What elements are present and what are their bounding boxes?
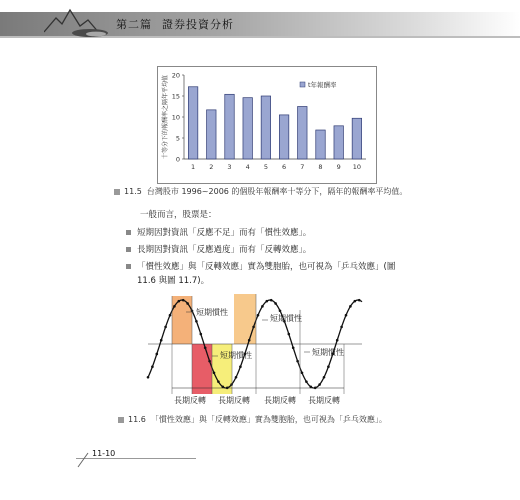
wave-dot [156,353,159,356]
wave-dot [195,320,198,323]
bar [261,96,270,159]
mountain-logo-icon [44,6,114,40]
wave-dot [274,302,277,305]
wave-dot [257,314,260,317]
wave-dot [301,372,304,375]
legend-label: t年報酬率 [308,81,337,89]
header-chapter-title: 證券投資分析 [162,18,234,31]
short-term-label: 短期慣性 [220,351,252,360]
bar [316,130,325,159]
bullet-square-icon [126,230,131,235]
bar [279,115,288,159]
bullet-item [126,260,395,272]
x-tick-label: 4 [245,163,250,171]
wave-dot [173,305,176,308]
wave-dot [239,365,242,368]
long-term-label: 長期反轉 [218,396,250,405]
wave-dot [147,376,150,379]
y-tick-label: 0 [175,155,180,164]
y-tick-label: 10 [171,113,180,122]
wave-dot [164,326,167,329]
x-tick-label: 2 [209,163,214,171]
wave-dot [204,346,207,349]
wave-dot [235,376,238,379]
wave-dot [349,305,352,308]
wave-diagram [140,290,370,410]
wave-dot [261,305,264,308]
bar [188,87,197,159]
legend-swatch [300,82,305,87]
caption-number: 11.6 [128,415,146,424]
bar [352,118,361,159]
x-tick-label: 8 [318,163,323,171]
bullet-continuation: 11.6 與圖 11.7)。 [137,276,210,286]
wave-dot [186,302,189,305]
wave-dot [200,333,203,336]
wave-dot [336,339,339,342]
wave-dot [270,299,273,302]
light-orange-region [234,294,256,344]
bullet-item [126,226,311,238]
caption-square-icon [118,417,124,423]
wave-dot [178,300,181,303]
page-number: 11-10 [92,449,116,458]
y-tick-label: 5 [175,134,180,143]
y-axis-label: 十等分下的報酬率之隔年平均值 [162,74,169,160]
bullet-text: 短期因對資訊「反應不足」而有「慣性效應」。 [137,228,312,238]
orange-region [172,296,192,344]
bar [225,94,234,159]
wave-dot [318,383,321,386]
short-term-label: 短期慣性 [196,308,228,317]
caption-text: 「慣性效應」與「反轉效應」實為雙胞胎，也可視為「乒乓效應」。 [150,415,387,424]
bullet-text: 長期因對資訊「反應過度」而有「反轉效應」。 [137,245,312,255]
wave-dot [266,300,269,303]
wave-dot [345,314,348,317]
wave-dot [279,309,282,312]
wave-dot [323,376,326,379]
bullet-item [126,243,311,255]
wave-dot [230,383,233,386]
red-region [192,344,212,394]
short-term-label: 短期慣性 [270,314,302,323]
bullet-text: 「慣性效應」與「反轉效應」實為雙胞胎，也可視為「乒乓效應」(圖 [137,262,396,272]
bar [298,107,307,160]
wave-dot [217,380,220,383]
figure-caption-11-5 [114,186,407,197]
wave-dot [151,365,154,368]
bar [334,126,343,159]
wave-dot [169,314,172,317]
bullet-square-icon [126,247,131,252]
x-tick-label: 3 [227,163,232,171]
intro-text: 一般而言，股票是： [140,210,217,220]
wave-dot [327,365,330,368]
x-tick-label: 9 [336,163,341,171]
wave-dot [354,300,357,303]
header-title [116,16,244,32]
bar-chart [158,67,376,183]
wave-dot [292,346,295,349]
bullet-square-icon [126,264,131,269]
x-tick-label: 5 [263,163,268,171]
x-tick-label: 1 [191,163,196,171]
wave-dot [358,299,361,302]
footer-slash-icon [76,452,90,468]
wave-dot [305,380,308,383]
wave-dot [182,299,185,302]
wave-dot [296,360,299,363]
wave-dot [208,360,211,363]
y-tick-label: 15 [171,92,180,101]
wave-dot [340,326,343,329]
bar [207,110,216,159]
wave-dot [252,326,255,329]
long-term-label: 長期反轉 [264,396,296,405]
bar [243,98,252,159]
caption-number: 11.5 [124,187,142,196]
header-part: 第二篇 [116,18,152,31]
x-tick-label: 10 [352,163,362,171]
wave-dot [248,339,251,342]
wave-dot [160,339,163,342]
chart-frame [157,66,377,184]
short-term-label: 短期慣性 [312,348,344,357]
y-tick-label: 20 [171,71,180,80]
wave-dot [288,333,291,336]
wave-dot [213,372,216,375]
caption-text: 台灣股市 1996~2006 的個股年報酬率十等分下，隔年的報酬率平均值。 [146,187,408,196]
x-tick-label: 6 [282,163,287,171]
figure-caption-11-6 [118,414,387,425]
footer-rule [76,458,196,459]
x-tick-label: 7 [300,163,305,171]
long-term-label: 長期反轉 [308,396,340,405]
caption-square-icon [114,189,120,195]
long-term-label: 長期反轉 [174,396,206,405]
